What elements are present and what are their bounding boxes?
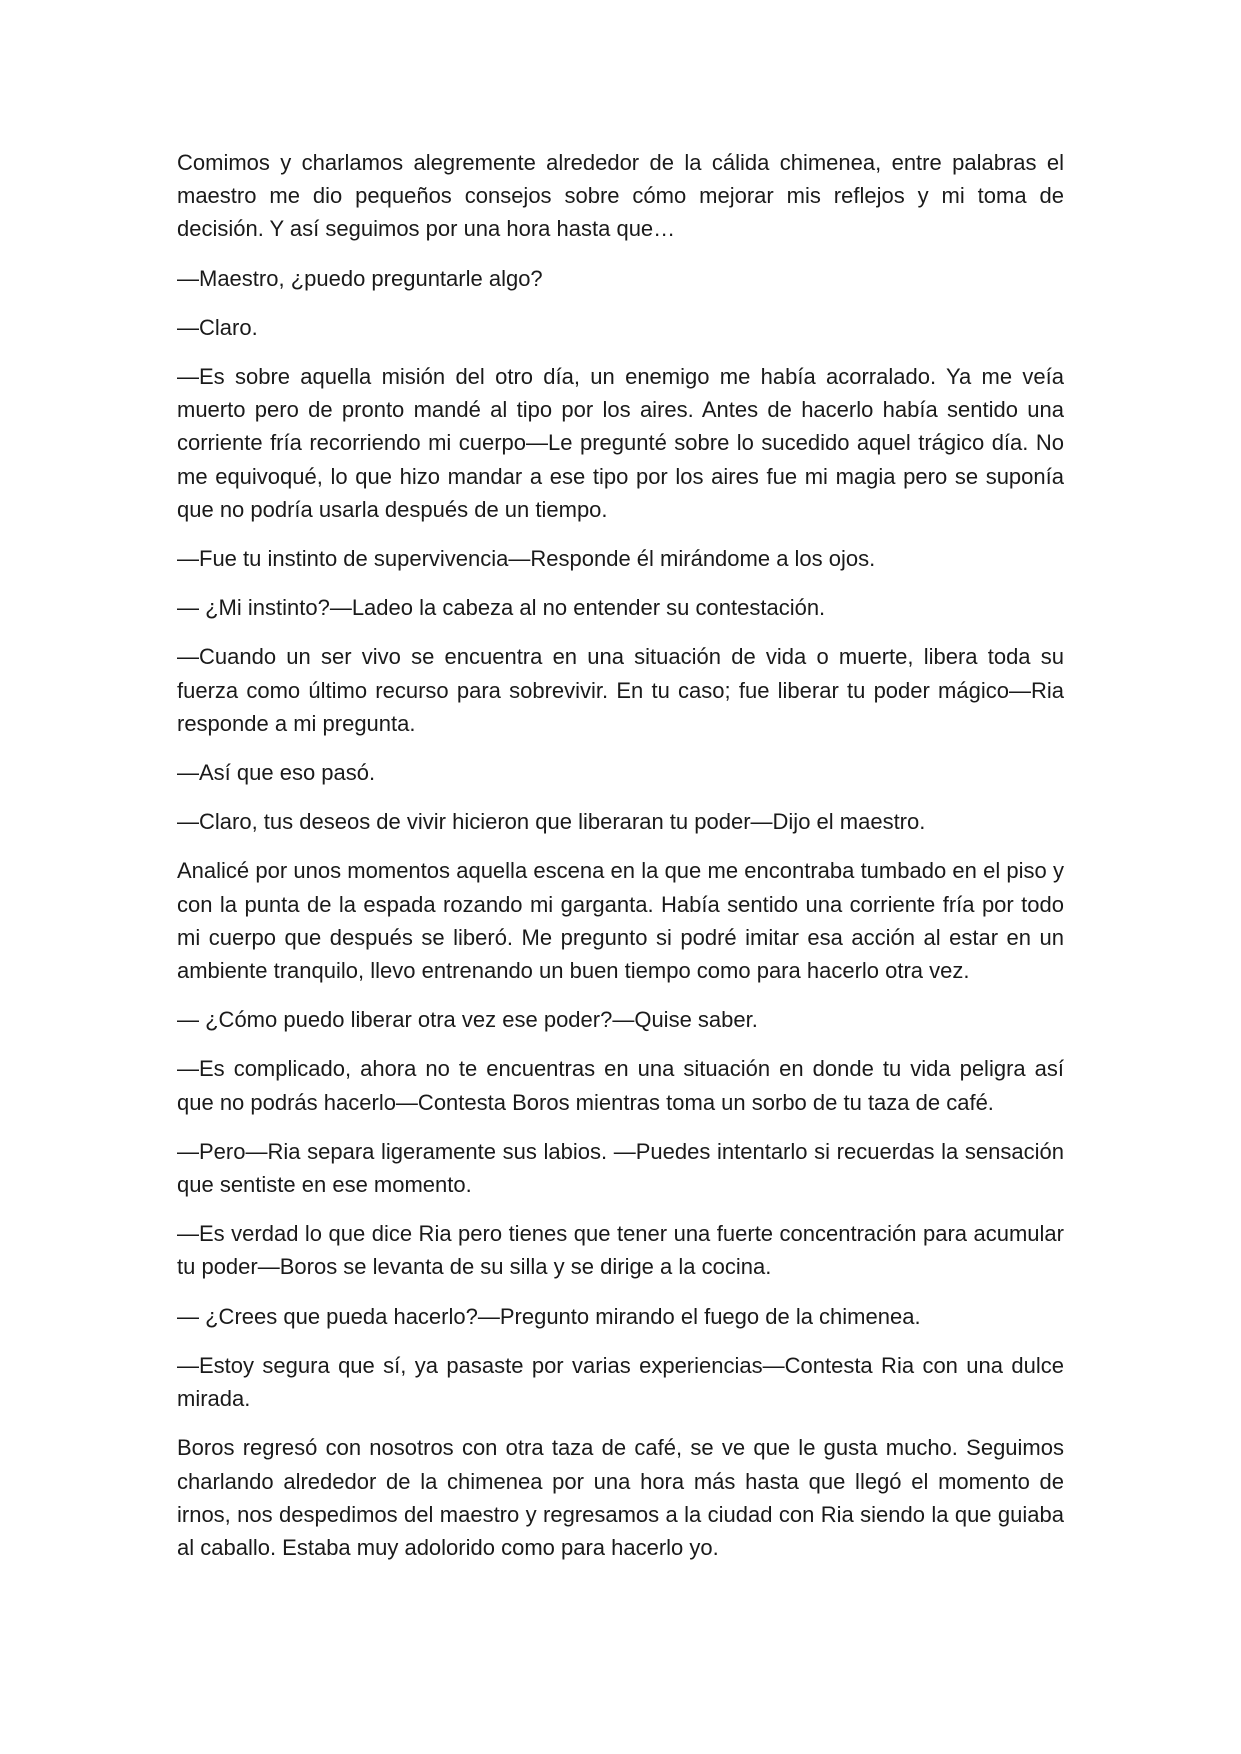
paragraph: —Fue tu instinto de supervivencia—Responde él mirándome a los ojos. [177,546,876,572]
paragraph: Comimos y charlamos alegremente alrededor de la cálida chimenea, entre palabras el maestro me dio pequeños consejos sobre cómo mejorar mis reflejos y mi toma de decisión. Y así seguimos por una hora hasta que… [177,150,1064,242]
paragraph: —Pero—Ria separa ligeramente sus labios. —Puedes intentarlo si recuerdas la sensación que sentiste en ese momento. [177,1138,1064,1198]
paragraph: —Claro, tus deseos de vivir hicieron que liberaran tu poder—Dijo el maestro. [177,809,926,835]
paragraph: Analicé por unos momentos aquella escena en la que me encontraba tumbado en el piso y con la punta de la espada rozando mi garganta. Había sentido una corriente fría por todo mi cuerpo que después se liberó. Me pregunto si podré imitar esa acción al estar en un ambiente tranquilo, llevo entrenando un buen tiempo como para hacerlo otra vez. [177,858,1064,984]
document-page [177,146,1064,1580]
paragraph: —Así que eso pasó. [177,760,376,786]
paragraph: —Cuando un ser vivo se encuentra en una situación de vida o muerte, libera toda su fuerza como último recurso para sobrevivir. En tu caso; fue liberar tu poder mágico—Ria responde a mi pregunta. [177,644,1064,736]
paragraph: —Es verdad lo que dice Ria pero tienes que tener una fuerte concentración para acumular tu poder—Boros se levanta de su silla y se dirige a la cocina. [177,1221,1064,1280]
paragraph: —Maestro, ¿puedo preguntarle algo? [177,265,543,291]
paragraph: —Claro. [177,314,258,340]
paragraph: Boros regresó con nosotros con otra taza de café, se ve que le gusta mucho. Seguimos charlando alrededor de la chimenea por una hora más hasta que llegó el momento de irnos, nos despedimos del maestro y regresamos a la ciudad con Ria siendo la que guiaba al caballo. Estaba muy adolorido como para hacerlo yo. [177,1435,1064,1560]
paragraph: —Es complicado, ahora no te encuentras en una situación en donde tu vida peligra así que no podrás hacerlo—Contesta Boros mientras toma un sorbo de tu taza de café. [177,1056,1064,1115]
paragraph: — ¿Mi instinto?—Ladeo la cabeza al no entender su contestación. [177,595,826,621]
paragraph: — ¿Crees que pueda hacerlo?—Pregunto mirando el fuego de la chimenea. [177,1303,921,1329]
paragraph: —Es sobre aquella misión del otro día, un enemigo me había acorralado. Ya me veía muerto pero de pronto mandé al tipo por los aires. Antes de hacerlo había sentido una corriente fría recorriendo mi cuerpo—Le pregunté sobre lo sucedido aquel trágico día. No me equivoqué, lo que hizo mandar a ese tipo por los aires fue mi magia pero se suponía que no podría usarla después de un tiempo. [177,364,1064,522]
paragraph: — ¿Cómo puedo liberar otra vez ese poder?—Quise saber. [177,1007,758,1033]
paragraph: —Estoy segura que sí, ya pasaste por varias experiencias—Contesta Ria con una dulce mirada. [177,1352,1064,1412]
